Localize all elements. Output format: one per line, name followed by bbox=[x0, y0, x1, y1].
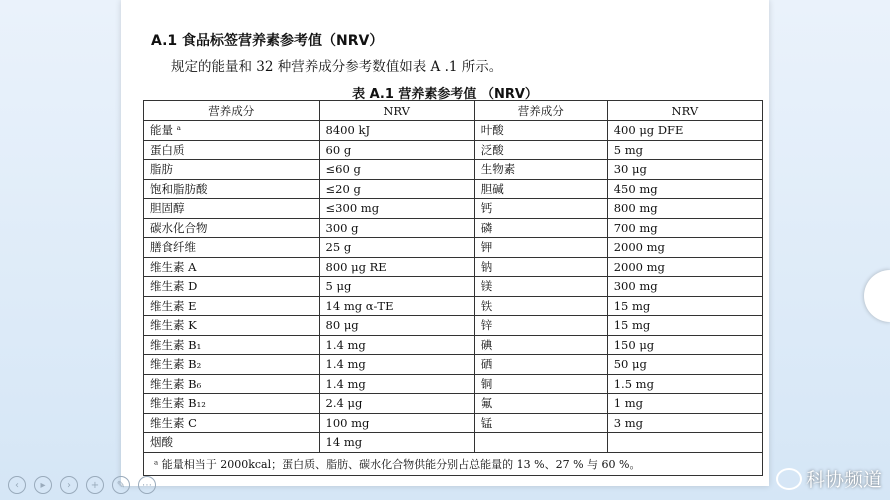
nutrient-name: 维生素 B₂ bbox=[144, 355, 320, 375]
nutrient-name: 叶酸 bbox=[474, 121, 607, 141]
prev-icon[interactable]: ‹ bbox=[8, 476, 26, 494]
nrv-value: 2000 mg bbox=[607, 257, 762, 277]
table-row bbox=[144, 413, 763, 433]
nutrient-name: 磷 bbox=[474, 218, 607, 238]
nutrient-name: 能量 ᵃ bbox=[144, 121, 320, 141]
nutrient-name bbox=[474, 433, 607, 453]
nutrient-name: 维生素 D bbox=[144, 277, 320, 297]
nutrient-name: 铜 bbox=[474, 374, 607, 394]
nrv-value: 2.4 μg bbox=[319, 394, 474, 414]
nrv-value: ≤60 g bbox=[319, 160, 474, 180]
nutrient-name: 硒 bbox=[474, 355, 607, 375]
nrv-value: 100 mg bbox=[319, 413, 474, 433]
nutrient-name: 生物素 bbox=[474, 160, 607, 180]
side-panel-toggle[interactable] bbox=[864, 270, 890, 322]
column-header: NRV bbox=[319, 101, 474, 121]
table-footnote: ᵃ 能量相当于 2000kcal；蛋白质、脂肪、碳水化合物供能分别占总能量的 13 %、27 % 与 60 %。 bbox=[144, 452, 763, 475]
nrv-value: 60 g bbox=[319, 140, 474, 160]
table-row bbox=[144, 218, 763, 238]
nutrient-name: 泛酸 bbox=[474, 140, 607, 160]
play-icon[interactable]: ▸ bbox=[34, 476, 52, 494]
column-header: 营养成分 bbox=[474, 101, 607, 121]
nrv-value: 50 μg bbox=[607, 355, 762, 375]
table-body bbox=[144, 121, 763, 453]
nrv-value: 1.4 mg bbox=[319, 355, 474, 375]
column-header: NRV bbox=[607, 101, 762, 121]
nutrient-name: 锰 bbox=[474, 413, 607, 433]
weibo-icon bbox=[776, 468, 802, 490]
nrv-value: 450 mg bbox=[607, 179, 762, 199]
section-heading: A.1 食品标签营养素参考值（NRV） bbox=[151, 33, 384, 49]
nrv-value: 1.4 mg bbox=[319, 335, 474, 355]
nutrient-name: 胆固醇 bbox=[144, 199, 320, 219]
nutrient-name: 氟 bbox=[474, 394, 607, 414]
nrv-value: 14 mg bbox=[319, 433, 474, 453]
nutrient-name: 铁 bbox=[474, 296, 607, 316]
nrv-value: 5 μg bbox=[319, 277, 474, 297]
nutrient-name: 烟酸 bbox=[144, 433, 320, 453]
nrv-value: 15 mg bbox=[607, 296, 762, 316]
nrv-table bbox=[143, 100, 763, 476]
table-row bbox=[144, 316, 763, 336]
watermark-text: 科协频道 bbox=[805, 469, 882, 491]
nrv-value: 25 g bbox=[319, 238, 474, 258]
table-row bbox=[144, 374, 763, 394]
table-row bbox=[144, 238, 763, 258]
nutrient-name: 钙 bbox=[474, 199, 607, 219]
nrv-value: ≤300 mg bbox=[319, 199, 474, 219]
table-row bbox=[144, 257, 763, 277]
table-row bbox=[144, 394, 763, 414]
nutrient-name: 碳水化合物 bbox=[144, 218, 320, 238]
zoom-icon[interactable]: + bbox=[86, 476, 104, 494]
table-header-row bbox=[144, 101, 763, 121]
nutrient-name: 钠 bbox=[474, 257, 607, 277]
intro-text: 规定的能量和 32 种营养成分参考数值如表 A .1 所示。 bbox=[171, 59, 503, 75]
nrv-value bbox=[607, 433, 762, 453]
nutrient-name: 钾 bbox=[474, 238, 607, 258]
table-row bbox=[144, 199, 763, 219]
nutrient-name: 维生素 B₁ bbox=[144, 335, 320, 355]
nrv-value: 800 mg bbox=[607, 199, 762, 219]
table-caption: 表 A.1 营养素参考值 （NRV） bbox=[352, 87, 538, 102]
nutrient-name: 饱和脂肪酸 bbox=[144, 179, 320, 199]
player-controls bbox=[8, 476, 156, 494]
table-row bbox=[144, 433, 763, 453]
table-row bbox=[144, 277, 763, 297]
table-row bbox=[144, 160, 763, 180]
nrv-value: 300 g bbox=[319, 218, 474, 238]
nrv-value: 1 mg bbox=[607, 394, 762, 414]
table-row bbox=[144, 140, 763, 160]
nutrient-name: 维生素 A bbox=[144, 257, 320, 277]
nrv-value: 400 μg DFE bbox=[607, 121, 762, 141]
nutrient-name: 锌 bbox=[474, 316, 607, 336]
nrv-value: 800 μg RE bbox=[319, 257, 474, 277]
nrv-value: 5 mg bbox=[607, 140, 762, 160]
nrv-value: 700 mg bbox=[607, 218, 762, 238]
nrv-value: 14 mg α-TE bbox=[319, 296, 474, 316]
nrv-value: 1.4 mg bbox=[319, 374, 474, 394]
table-row bbox=[144, 296, 763, 316]
nrv-value: 30 μg bbox=[607, 160, 762, 180]
nutrient-name: 镁 bbox=[474, 277, 607, 297]
pen-icon[interactable]: ✎ bbox=[112, 476, 130, 494]
nrv-value: 2000 mg bbox=[607, 238, 762, 258]
nutrient-name: 维生素 B₆ bbox=[144, 374, 320, 394]
nrv-value: 1.5 mg bbox=[607, 374, 762, 394]
nutrient-name: 碘 bbox=[474, 335, 607, 355]
nrv-value: 15 mg bbox=[607, 316, 762, 336]
table-row bbox=[144, 121, 763, 141]
nrv-value: 3 mg bbox=[607, 413, 762, 433]
nutrient-name: 膳食纤维 bbox=[144, 238, 320, 258]
column-header: 营养成分 bbox=[144, 101, 320, 121]
footnote-row bbox=[144, 452, 763, 475]
next-icon[interactable]: › bbox=[60, 476, 78, 494]
table-row bbox=[144, 179, 763, 199]
menu-icon[interactable]: ⋯ bbox=[138, 476, 156, 494]
nutrient-name: 脂肪 bbox=[144, 160, 320, 180]
nrv-value: 8400 kJ bbox=[319, 121, 474, 141]
watermark bbox=[776, 465, 882, 492]
table-row bbox=[144, 355, 763, 375]
nutrient-name: 维生素 E bbox=[144, 296, 320, 316]
nutrient-name: 维生素 K bbox=[144, 316, 320, 336]
document-page bbox=[121, 0, 769, 486]
nrv-value: 150 μg bbox=[607, 335, 762, 355]
nutrient-name: 胆碱 bbox=[474, 179, 607, 199]
nutrient-name: 维生素 B₁₂ bbox=[144, 394, 320, 414]
nrv-value: 80 μg bbox=[319, 316, 474, 336]
nrv-value: 300 mg bbox=[607, 277, 762, 297]
table-row bbox=[144, 335, 763, 355]
nutrient-name: 维生素 C bbox=[144, 413, 320, 433]
nutrient-name: 蛋白质 bbox=[144, 140, 320, 160]
nrv-value: ≤20 g bbox=[319, 179, 474, 199]
